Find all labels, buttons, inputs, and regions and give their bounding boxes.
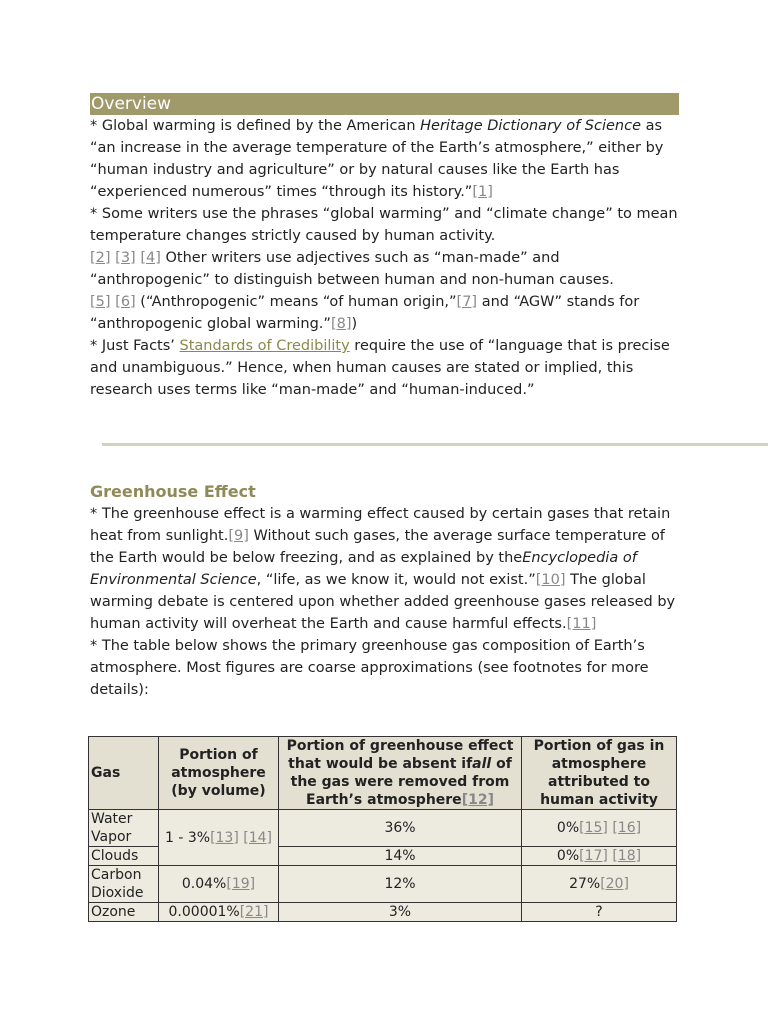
table-row	[89, 810, 677, 847]
footnote-link[interactable]: [4]	[140, 250, 161, 266]
text-run: )	[351, 316, 358, 332]
gas-name-cell: Clouds	[89, 847, 159, 866]
table-row	[89, 866, 677, 903]
footnote-link[interactable]: [11]	[566, 616, 597, 632]
footnote-link[interactable]: [7]	[456, 294, 478, 310]
footnote-link[interactable]: [13]	[210, 829, 239, 846]
gas-name-cell: Water Vapor	[89, 810, 159, 847]
text-run-italic: Encyclopedia of Environmental Science	[90, 550, 637, 588]
footnote-link[interactable]: [21]	[239, 904, 269, 920]
greenhouse-heading: Greenhouse Effect	[90, 482, 256, 501]
effect-cell: 3%	[279, 903, 522, 922]
text-run: as “an increase in the average temperature of the Earth’s atmosphere,” either by “human industry and agriculture” or by natural causes like the Earth has “experienced numerous” times “through its history.”	[90, 118, 664, 200]
text-run: , “life, as we know it, would not exist.”	[256, 572, 536, 588]
portion-cell	[159, 810, 279, 866]
greenhouse-section	[90, 481, 680, 701]
greenhouse-paragraph-definition	[90, 503, 680, 635]
gas-name-cell: Carbon Dioxide	[89, 866, 159, 903]
text-run: * Just Facts’	[90, 338, 180, 354]
footnote-link[interactable]: [2]	[90, 250, 111, 266]
human-cell	[522, 810, 677, 847]
text-run: (“Anthropogenic” means “of human origin,”	[135, 294, 457, 310]
footnote-link[interactable]: [18]	[612, 848, 642, 864]
footnote-link[interactable]: [12]	[461, 792, 494, 808]
footnote-link[interactable]: [16]	[612, 820, 642, 836]
text-run: * The greenhouse effect is a warming effect caused by certain gases that retain heat from sunlight.	[90, 506, 671, 544]
overview-paragraph-standards	[90, 335, 680, 401]
footnote-link[interactable]: [15]	[579, 820, 608, 836]
standards-of-credibility-link[interactable]: Standards of Credibility	[179, 338, 350, 354]
human-cell	[522, 847, 677, 866]
header-portion-of-atmosphere: Portion of atmosphere (by volume)	[159, 737, 279, 810]
overview-heading: Overview	[90, 93, 679, 115]
section-divider	[102, 443, 768, 446]
text-run: Without such gases, the average surface temperature of the Earth would be below freezing, and as explained by the	[90, 528, 665, 566]
footnote-link[interactable]: [5]	[90, 294, 111, 310]
cell-value: 27%	[569, 876, 601, 892]
footnote-link[interactable]: [17]	[579, 848, 608, 864]
footnote-link[interactable]: [10]	[535, 572, 566, 588]
cell-value: 0%	[556, 820, 580, 836]
human-cell	[522, 866, 677, 903]
footnote-link[interactable]: [19]	[226, 876, 256, 892]
footnote-link[interactable]: [3]	[115, 250, 136, 266]
effect-cell: 12%	[279, 866, 522, 903]
text-run: Other writers use adjectives such as “man-made” and “anthropogenic” to distinguish between human and non-human causes.	[90, 250, 614, 288]
table-row	[89, 903, 677, 922]
header-gas: Gas	[89, 737, 159, 810]
footnote-link[interactable]: [9]	[228, 528, 249, 544]
text-run: require the use of “language that is precise and unambiguous.” Hence, when human causes are stated or implied, this research uses terms like “man-made” and “human-induced.”	[90, 338, 670, 398]
greenhouse-gas-table	[88, 736, 677, 922]
text-run: of the gas were removed from Earth’s atmosphere	[290, 756, 512, 808]
overview-paragraph-terms	[90, 203, 680, 335]
footnote-link[interactable]: [1]	[472, 184, 493, 200]
cell-value: 0.04%	[181, 876, 227, 892]
text-run-italic: Heritage Dictionary of Science	[420, 118, 642, 134]
effect-cell: 14%	[279, 847, 522, 866]
portion-cell	[159, 866, 279, 903]
text-run: * Some writers use the phrases “global warming” and “climate change” to mean temperature changes strictly caused by human activity.	[90, 206, 678, 244]
footnote-link[interactable]: [14]	[243, 829, 273, 846]
cell-value: 0%	[556, 848, 580, 864]
footnote-link[interactable]: [6]	[115, 294, 136, 310]
footnote-link[interactable]: [20]	[600, 876, 629, 892]
text-run-italic: all	[472, 756, 492, 772]
table-header-row	[89, 737, 677, 810]
cell-value: 1 - 3%	[164, 829, 211, 846]
portion-cell	[159, 903, 279, 922]
header-greenhouse-effect-portion	[279, 737, 522, 810]
text-run: * Global warming is defined by the American	[90, 118, 421, 134]
human-cell: ?	[522, 903, 677, 922]
greenhouse-paragraph-table-intro: * The table below shows the primary greenhouse gas composition of Earth’s atmosphere. Most figures are coarse approximations (see footnotes for more details):	[90, 638, 649, 698]
footnote-link[interactable]: [8]	[330, 316, 352, 332]
text-run: and “AGW” stands for “anthropogenic global warming.”	[90, 294, 640, 332]
effect-cell: 36%	[279, 810, 522, 847]
text-run: The global warming debate is centered upon whether added greenhouse gases released by human activity will overheat the Earth and cause harmful effects.	[90, 572, 676, 632]
cell-value: 0.00001%	[168, 904, 240, 920]
overview-section	[90, 93, 680, 401]
gas-name-cell: Ozone	[89, 903, 159, 922]
overview-paragraph-definition	[90, 115, 680, 203]
header-human-attribution: Portion of gas in atmosphere attributed to human activity	[522, 737, 677, 810]
text-run: Portion of greenhouse effect that would be absent if	[286, 738, 514, 772]
